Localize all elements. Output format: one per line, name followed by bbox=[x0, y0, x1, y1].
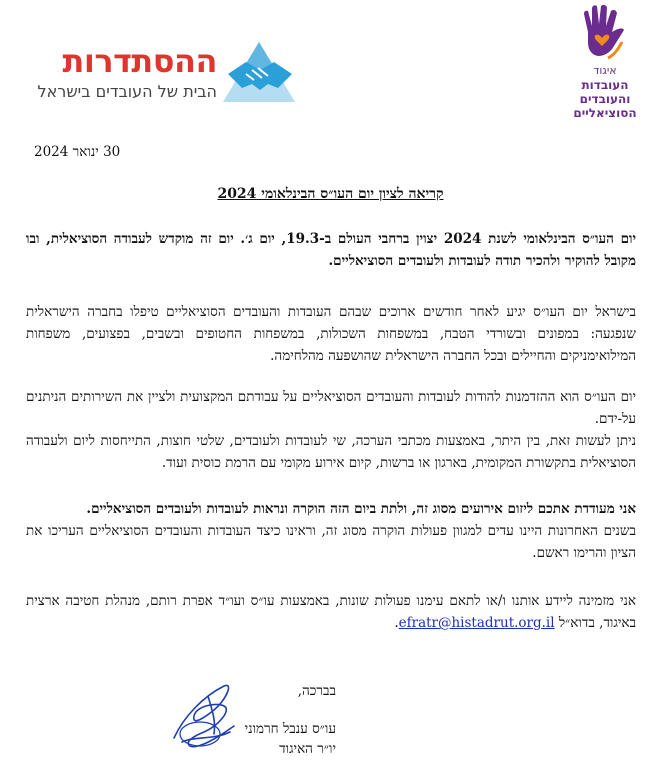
handshake-logo-icon bbox=[220, 40, 298, 104]
paragraph-intro: יום העו״ס הבינלאומי לשנת 2024 יצוין ברחבי העולם ב-19.3, יום ג׳. יום זה מוקדש לעבודה הסוציאלית, ובו מקובל להוקיר ולהכיר תודה לעובדות ולעובדים הסוציאליים. bbox=[26, 231, 636, 269]
paragraph-contact bbox=[26, 590, 636, 634]
union-name-small: איגוד bbox=[593, 64, 617, 77]
signature-image bbox=[164, 676, 250, 754]
letter-date: 30 ינואר 2024 bbox=[34, 144, 121, 160]
union-name-line: והעובדים bbox=[579, 92, 631, 106]
paragraph-contact-text: אני מזמינה ליידע אותנו ו/או לתאם עימנו פעולות שונות, באמצעות עו״ס ועו״ד אפרת רותם, מנהלת חטיבה ארצית באיגוד, בדוא״ל bbox=[26, 593, 636, 631]
closing-greeting: בברכה, bbox=[297, 683, 336, 699]
union-logo bbox=[558, 2, 652, 120]
histadrut-tagline: הבית של העובדים בישראל bbox=[37, 82, 217, 101]
union-name-line: העובדות bbox=[581, 78, 629, 92]
paragraph-opportunity bbox=[26, 386, 636, 474]
email-link[interactable]: efratr@histadrut.org.il bbox=[398, 615, 555, 631]
union-name bbox=[558, 64, 652, 120]
paragraph-context: בישראל יום העו״ס יגיע לאחר חודשים ארוכים שבהם העובדות והעובדים הסוציאליים טיפלו בחברה הישראלית שנפגעה: במפונים ובשורדי הטבח, במשפחות השכולות, במשפחות החטופים ובשבים, בפצועים, משפחות המילואימניקים והחיילים ובכל החברה הישראלית שהושפעה מהלחימה. bbox=[26, 304, 636, 364]
histadrut-logo bbox=[12, 40, 297, 112]
signer-name: עו״ס ענבל חרמוני bbox=[244, 721, 336, 737]
letter-title: קריאה לציון יום העו״ס הבינלאומי 2024 bbox=[217, 186, 444, 202]
signer-role: יו״ר האיגוד bbox=[279, 741, 336, 757]
hand-heart-logo-icon bbox=[578, 2, 630, 62]
union-name-line: הסוציאליים bbox=[573, 106, 637, 120]
paragraph-encourage bbox=[26, 498, 636, 564]
paragraph-contact-end: . bbox=[394, 615, 399, 631]
paragraph-encourage-text: בשנים האחרונות היינו עדים למגוון פעולות הוקרה מסוג זה, וראינו כיצד העובדות והעובדים הסוציאליים העריכו את הציון והרימו ראשם. bbox=[26, 523, 636, 561]
paragraph-encourage-bold: אני מעודדת אתכם ליזום אירועים מסוג זה, ולתת ביום הזה הוקרה ונראות לעובדות ולעובדים הסוציאליים. bbox=[86, 501, 636, 517]
paragraph-opportunity-text: יום העו״ס הוא ההזדמנות להודות לעובדות והעובדים הסוציאליים על עבודתם המקצועית ולציין את השירותים הניתנים על-ידם. bbox=[26, 389, 636, 427]
histadrut-name: ההסתדרות bbox=[62, 42, 217, 80]
paragraph-ideas-text: ניתן לעשות זאת, בין היתר, באמצעות מכתבי הערכה, שי לעובדות ולעובדים, שלטי חוצות, התייחסות ליום ולעבודה הסוציאלית בתקשורת המקומית, בארגון או ברשות, קיום אירוע מקומי עם הרמת כוסית ועוד. bbox=[26, 433, 636, 471]
